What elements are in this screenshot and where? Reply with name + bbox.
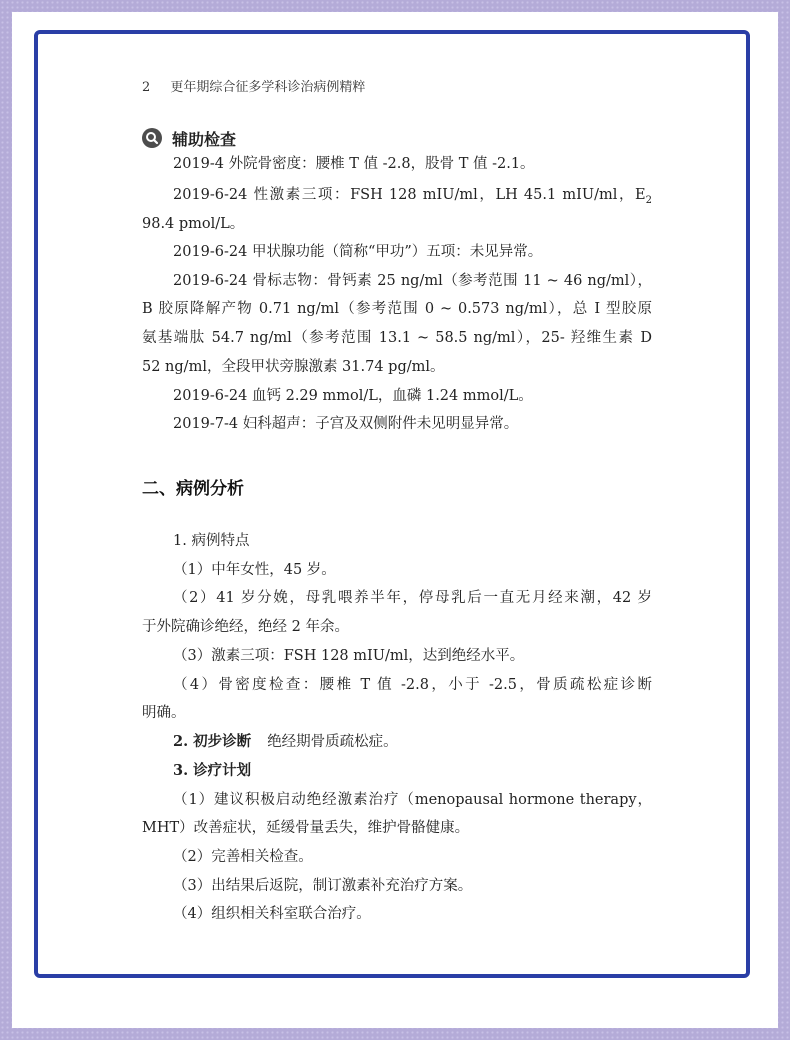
aux-line-9: 2019-6-24 血钙 2.29 mmol/L，血磷 1.24 mmol/L。 bbox=[173, 388, 533, 404]
analysis-line-6: 明确。 bbox=[142, 705, 186, 721]
book-title: 更年期综合征多学科诊治病例精粹 bbox=[170, 80, 366, 95]
analysis-line-2: （2）41 岁分娩，母乳喂养半年，停母乳后一直无月经来潮，42 岁 bbox=[173, 590, 652, 606]
aux-line-2 bbox=[142, 185, 652, 211]
e2-subscript: 2 bbox=[645, 194, 652, 206]
section-heading-analysis: 二、病例分析 bbox=[142, 479, 244, 499]
analysis-line-8: MHT）改善症状，延缓骨量丢失，维护骨骼健康。 bbox=[142, 820, 470, 836]
search-icon bbox=[142, 128, 162, 148]
aux-exam-title: 辅助检查 bbox=[172, 129, 237, 149]
analysis-line-5: （4）骨密度检查：腰椎 T 值 -2.8，小于 -2.5，骨质疏松症诊断 bbox=[173, 677, 652, 693]
page-number: 2 bbox=[142, 80, 151, 95]
analysis-feature-heading: 1. 病例特点 bbox=[173, 533, 250, 549]
aux-line-5: 2019-6-24 骨标志物：骨钙素 25 ng/ml（参考范围 11 ~ 46 ng/ml）， bbox=[173, 273, 652, 289]
analysis-line-9: （2）完善相关检查。 bbox=[173, 849, 313, 865]
aux-line-6: B 胶原降解产物 0.71 ng/ml（参考范围 0 ~ 0.573 ng/ml），总 I 型胶原 bbox=[142, 301, 652, 317]
aux-line-3: 98.4 pmol/L。 bbox=[142, 216, 245, 232]
aux-exam-heading bbox=[142, 128, 236, 148]
analysis-diagnosis-line bbox=[142, 732, 652, 752]
aux-line-10: 2019-7-4 妇科超声：子宫及双侧附件未见明显异常。 bbox=[173, 416, 519, 432]
analysis-plan-heading: 3. 诊疗计划 bbox=[173, 762, 252, 779]
analysis-diagnosis-label: 2. 初步诊断 bbox=[173, 733, 252, 750]
aux-line-4: 2019-6-24 甲状腺功能（简称“甲功”）五项：未见异常。 bbox=[173, 244, 543, 260]
running-header bbox=[142, 76, 365, 95]
analysis-line-1: （1）中年女性，45 岁。 bbox=[173, 562, 336, 578]
analysis-line-4: （3）激素三项：FSH 128 mIU/ml，达到绝经水平。 bbox=[173, 648, 525, 664]
analysis-line-7: （1）建议积极启动绝经激素治疗（menopausal hormone therapy， bbox=[173, 792, 652, 808]
aux-line-2-text: 2019-6-24 性激素三项：FSH 128 mIU/ml，LH 45.1 mIU/ml，E bbox=[173, 187, 646, 203]
analysis-line-10: （3）出结果后返院，制订激素补充治疗方案。 bbox=[173, 878, 473, 894]
aux-line-1: 2019-4 外院骨密度：腰椎 T 值 -2.8，股骨 T 值 -2.1。 bbox=[173, 156, 535, 172]
analysis-diagnosis-value: 绝经期骨质疏松症。 bbox=[267, 734, 398, 750]
analysis-line-11: （4）组织相关科室联合治疗。 bbox=[173, 906, 371, 922]
aux-line-8: 52 ng/ml，全段甲状旁腺激素 31.74 pg/ml。 bbox=[142, 359, 445, 375]
aux-line-7: 氨基端肽 54.7 ng/ml（参考范围 13.1 ~ 58.5 ng/ml），25- 羟维生素 D bbox=[142, 330, 652, 346]
analysis-line-3: 于外院确诊绝经，绝经 2 年余。 bbox=[142, 619, 349, 635]
